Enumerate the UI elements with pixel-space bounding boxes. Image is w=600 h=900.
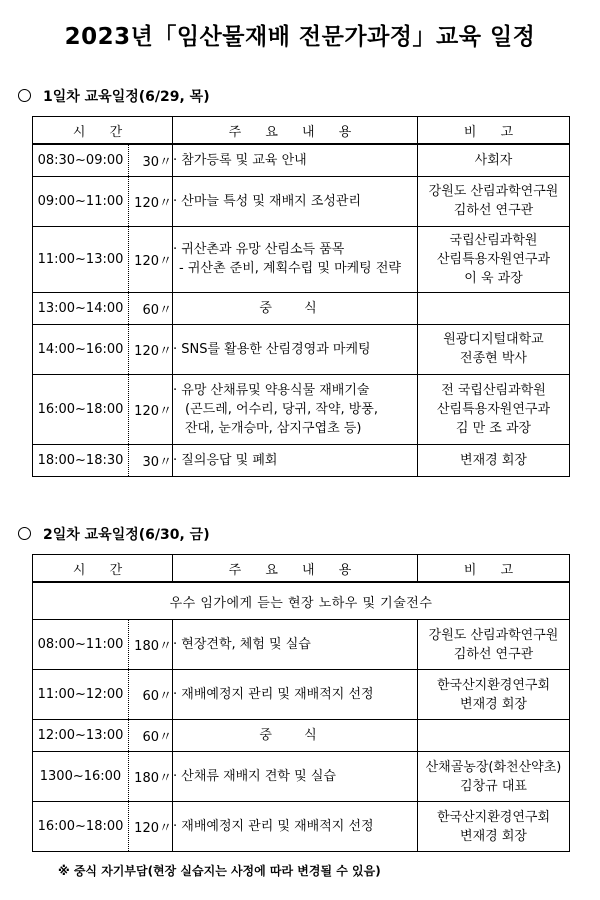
day1-heading <box>18 86 210 106</box>
content-cell <box>173 802 418 852</box>
day1-heading-text: 1일차 교육일정(6/29, 목) <box>43 89 210 105</box>
note-line: 산채골농장(화천산약초) <box>425 759 562 775</box>
note-cell <box>418 144 570 176</box>
content-line: 중 식 <box>259 728 331 743</box>
duration-cell: 30〃 <box>129 144 173 176</box>
note-line: 이 욱 과장 <box>464 270 523 286</box>
note-cell <box>418 802 570 852</box>
note-line: 변재경 회장 <box>460 696 527 712</box>
note-cell <box>418 444 570 476</box>
time-cell: 16:00~18:00 <box>33 802 129 852</box>
content-cell <box>173 176 418 226</box>
table-row <box>33 324 570 374</box>
note-cell <box>418 324 570 374</box>
table-row <box>33 720 570 752</box>
day2-schedule-table <box>32 554 570 852</box>
time-cell: 18:00~18:30 <box>33 444 129 476</box>
note-line: 전 국립산림과학원 <box>441 382 546 398</box>
duration-cell: 120〃 <box>129 176 173 226</box>
content-cell <box>173 752 418 802</box>
table-header <box>33 117 570 145</box>
note-line: 김 만 조 과장 <box>455 420 532 436</box>
header-content: 주 요 내 용 <box>173 117 418 145</box>
time-cell: 08:30~09:00 <box>33 144 129 176</box>
table-row <box>33 670 570 720</box>
time-cell: 12:00~13:00 <box>33 720 129 752</box>
content-line: · 산채류 재배지 견학 및 실습 <box>173 769 336 784</box>
table-row <box>33 176 570 226</box>
note-cell <box>418 226 570 292</box>
note-line: 김하선 연구관 <box>453 646 534 662</box>
circle-bullet-icon <box>18 527 31 540</box>
day1-schedule-table <box>32 116 570 477</box>
duration-cell: 60〃 <box>129 292 173 324</box>
duration-cell: 120〃 <box>129 802 173 852</box>
note-line: 사회자 <box>474 152 513 168</box>
time-cell: 1300~16:00 <box>33 752 129 802</box>
content-line: · 산마늘 특성 및 재배지 조성관리 <box>173 193 362 209</box>
table-header <box>33 555 570 583</box>
time-cell: 08:00~11:00 <box>33 620 129 670</box>
content-line: · SNS를 활용한 산림경영과 마케팅 <box>173 341 371 357</box>
table-row <box>33 374 570 444</box>
header-note: 비 고 <box>418 117 570 145</box>
circle-bullet-icon <box>18 89 31 102</box>
duration-cell: 120〃 <box>129 324 173 374</box>
day2-heading-text: 2일차 교육일정(6/30, 금) <box>43 527 210 543</box>
duration-cell: 180〃 <box>129 752 173 802</box>
time-cell: 13:00~14:00 <box>33 292 129 324</box>
note-line: 전종현 박사 <box>460 351 527 366</box>
content-cell <box>173 670 418 720</box>
content-cell <box>173 444 418 476</box>
content-cell <box>173 292 418 324</box>
note-line: 강원도 산림과학연구원 <box>428 627 559 643</box>
content-cell <box>173 720 418 752</box>
content-line: · 귀산촌과 유망 산림소득 품목 <box>173 242 345 257</box>
note-cell <box>418 176 570 226</box>
note-line: 김창규 대표 <box>460 778 527 794</box>
header-content: 주 요 내 용 <box>173 555 418 583</box>
content-line: · 재배예정지 관리 및 재배적지 선정 <box>173 687 374 702</box>
note-line: 국립산림과학원 <box>449 232 538 248</box>
duration-cell: 120〃 <box>129 226 173 292</box>
note-cell <box>418 670 570 720</box>
note-line: 한국산지환경연구회 <box>436 809 551 825</box>
table-row <box>33 802 570 852</box>
table-row <box>33 144 570 176</box>
content-line: - 귀산촌 준비, 계획수립 및 마케팅 전략 <box>179 261 401 276</box>
footnote: ※ 중식 자기부담(현장 실습지는 사정에 따라 변경될 수 있음) <box>58 864 381 878</box>
note-cell <box>418 752 570 802</box>
duration-cell: 60〃 <box>129 720 173 752</box>
note-line: 한국산지환경연구회 <box>436 677 551 693</box>
header-note: 비 고 <box>418 555 570 583</box>
content-cell <box>173 324 418 374</box>
content-line: (곤드레, 어수리, 당귀, 작약, 방풍, <box>185 401 378 417</box>
time-cell: 11:00~12:00 <box>33 670 129 720</box>
table-row <box>33 752 570 802</box>
duration-cell: 180〃 <box>129 620 173 670</box>
note-line: 산림특용자원연구과 <box>436 251 551 267</box>
content-line: · 참가등록 및 교육 안내 <box>173 152 307 168</box>
banner-row <box>33 582 570 620</box>
time-cell: 14:00~16:00 <box>33 324 129 374</box>
page-title: 2023년「임산물재배 전문가과정」교육 일정 <box>64 24 536 50</box>
note-cell <box>418 720 570 752</box>
note-cell <box>418 620 570 670</box>
time-cell: 09:00~11:00 <box>33 176 129 226</box>
note-line: 원광디지털대학교 <box>443 332 544 347</box>
day2-heading <box>18 524 210 544</box>
content-cell <box>173 144 418 176</box>
banner-text: 우수 임가에게 듣는 현장 노하우 및 기술전수 <box>33 582 570 620</box>
note-cell <box>418 374 570 444</box>
table-row <box>33 226 570 292</box>
content-line: · 현장견학, 체험 및 실습 <box>173 637 311 652</box>
duration-cell: 120〃 <box>129 374 173 444</box>
content-line: 중 식 <box>259 300 331 316</box>
note-line: 산림특용자원연구과 <box>436 401 551 417</box>
content-cell <box>173 620 418 670</box>
content-line: 잔대, 눈개승마, 삼지구엽초 등) <box>185 420 362 436</box>
time-cell: 11:00~13:00 <box>33 226 129 292</box>
duration-cell: 60〃 <box>129 670 173 720</box>
note-line: 강원도 산림과학연구원 <box>428 184 559 199</box>
table-row <box>33 292 570 324</box>
note-cell <box>418 292 570 324</box>
table-row <box>33 620 570 670</box>
content-line: · 유망 산채류및 약용식물 재배기술 <box>173 382 370 398</box>
header-time: 시 간 <box>33 555 173 583</box>
content-cell <box>173 374 418 444</box>
header-time: 시 간 <box>33 117 173 145</box>
note-line: 김하선 연구관 <box>453 203 534 218</box>
content-line: · 재배예정지 관리 및 재배적지 선정 <box>173 819 374 834</box>
note-line: 변재경 회장 <box>460 828 527 844</box>
duration-cell: 30〃 <box>129 444 173 476</box>
content-cell <box>173 226 418 292</box>
time-cell: 16:00~18:00 <box>33 374 129 444</box>
table-row <box>33 444 570 476</box>
content-line: · 질의응답 및 폐회 <box>173 452 278 468</box>
note-line: 변재경 회장 <box>460 452 527 468</box>
